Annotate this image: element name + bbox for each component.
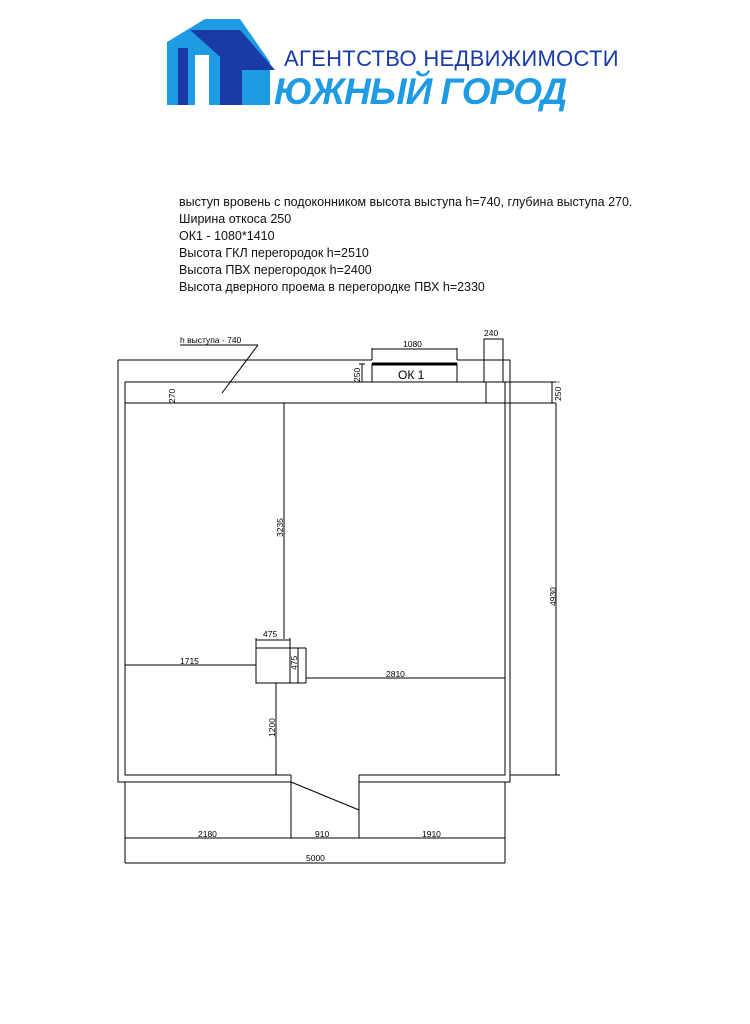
dim-column-width: 240 [484, 328, 499, 338]
dim-block-height: 475 [289, 655, 299, 670]
note-line: Высота ПВХ перегородок h=2400 [179, 263, 372, 277]
dim-window-width: 1080 [403, 339, 422, 349]
dim-bottom-right: 1910 [422, 829, 441, 839]
note-line: Высота дверного проема в перегородке ПВХ h=2330 [179, 280, 485, 294]
dim-ledge-depth: 270 [167, 388, 177, 403]
note-line: ОК1 - 1080*1410 [179, 229, 275, 243]
door-leaf [291, 782, 359, 810]
dim-block-width: 475 [263, 629, 278, 639]
dim-overall-width: 5000 [306, 853, 325, 863]
logo-line-2: ЮЖНЫЙ ГОРОД [274, 71, 567, 112]
column [486, 382, 505, 403]
note-line: Высота ГКЛ перегородок h=2510 [179, 246, 369, 260]
window-label: ОК 1 [398, 368, 425, 382]
ledge-label: h выступа - 740 [180, 335, 242, 345]
dim-window-reveal: 250 [352, 367, 362, 382]
plan-labels [167, 328, 563, 863]
inner-wall [125, 382, 505, 775]
dim-door: 910 [315, 829, 330, 839]
window-ledge [125, 382, 505, 403]
dim-right-partition: 2810 [386, 669, 405, 679]
note-line: выступ вровень с подоконником высота выступа h=740, глубина выступа 270. [179, 195, 633, 209]
dim-bottom-left: 2180 [198, 829, 217, 839]
dim-right-reveal: 250 [553, 386, 563, 401]
dim-vertical-partition: 3235 [275, 518, 285, 537]
dim-left-partition: 1715 [180, 656, 199, 666]
dim-overall-height: 4930 [548, 587, 558, 606]
outer-wall [118, 360, 510, 782]
partition-block [256, 648, 290, 683]
logo-line-1: АГЕНТСТВО НЕДВИЖИМОСТИ [284, 46, 619, 71]
dim-lower-partition: 1200 [267, 718, 277, 737]
note-line: Ширина откоса 250 [179, 212, 292, 226]
